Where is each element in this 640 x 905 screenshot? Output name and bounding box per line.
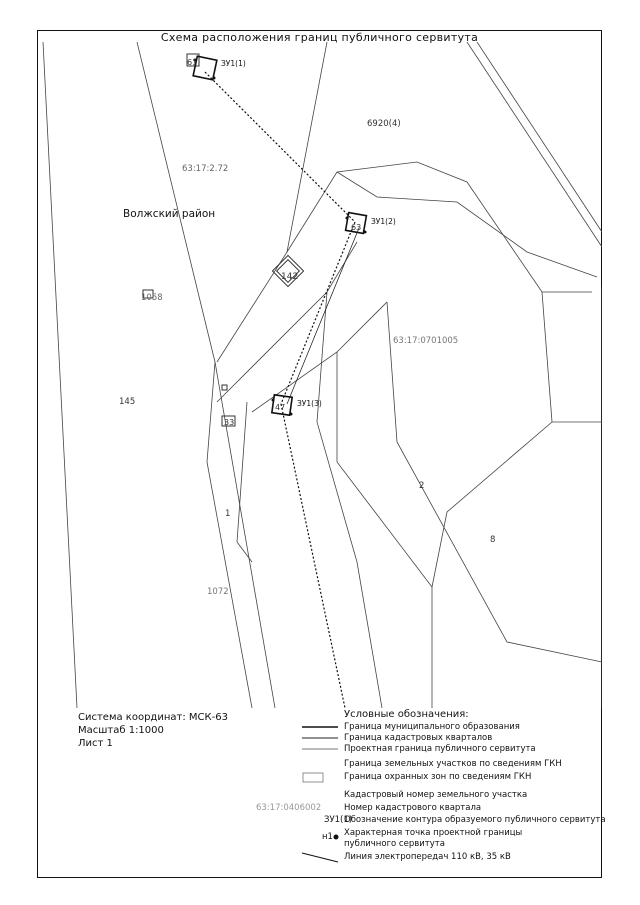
contour-label: ЗУ1(2)	[371, 217, 396, 226]
servitude-boundary-symbol	[300, 744, 340, 754]
contour-label: ЗУ1(1)	[221, 59, 246, 68]
boundary-point	[272, 399, 275, 402]
map-canvas[interactable]	[37, 42, 602, 708]
scale: Масштаб 1:1000	[78, 725, 164, 736]
legend-item-servitude-boundary: Проектная граница публичного сервитута	[300, 744, 340, 757]
coordinate-system: Система координат: МСК-63	[78, 712, 228, 723]
parcel-boundary-line	[237, 402, 252, 562]
quarter-number-sample: 63:17:0406002	[256, 803, 322, 813]
quarter-label: 63:17:2.72	[182, 164, 229, 174]
contour-sample: ЗУ1(1)	[324, 815, 353, 825]
legend-item-contour: ЗУ1(1) Обозначение контура образуемого публичного сервитута	[324, 815, 606, 825]
boundary-point-symbol	[332, 833, 340, 841]
boundary-point	[364, 231, 367, 234]
legend-item-quarter-number: 63:17:0406002 Номер кадастрового квартала	[256, 803, 482, 813]
legend-heading: Условные обозначения:	[344, 709, 469, 720]
parcel-label: 61	[187, 58, 198, 67]
legend: Условные обозначения: Граница муниципального образования Граница кадастровых кварталов Проектная граница публичного сервитута Граница земельных участков по сведениям ГКН Граница охранных зон по сведениям ГКН Кадастровый номер земельного участка 63:17:0406002 Номер кадастрового квартала ЗУ1(1) Обозначение контура образуемого публичного сервитута н1 Характерная точка проектной границы публичного сервитута Линия электропередач 110 кВ, 35 кВ	[300, 709, 600, 869]
map-title: Схема расположения границ публичного сервитута	[160, 31, 479, 44]
parcel-label: 142	[281, 272, 299, 282]
power-line-35kv	[281, 222, 355, 404]
municipal-boundary-symbol	[300, 722, 340, 732]
power-line-symbol	[300, 851, 340, 865]
parcel-label: 63	[351, 223, 362, 232]
legend-item-power-line: Линия электропередач 110 кВ, 35 кВ	[300, 851, 340, 868]
parcel-boundary-line	[252, 302, 387, 412]
parcel-label: 1072	[207, 587, 229, 597]
parcel-boundary-line	[467, 42, 602, 247]
parcel-label: 145	[119, 397, 136, 407]
parcel-marker	[222, 385, 227, 390]
parcel-label: 47	[275, 403, 286, 412]
boundary-point	[213, 77, 216, 80]
parcel-label: 1058	[141, 293, 163, 303]
power-line-110kv	[205, 72, 355, 222]
boundary-point-sample: н1	[322, 832, 333, 842]
quarter-label: 63:17:0701005	[393, 336, 459, 346]
quarter-boundary-line	[43, 42, 77, 708]
region-label: Волжский район	[123, 208, 216, 220]
quarter-boundary-line	[217, 42, 327, 362]
parcel-boundary-line	[337, 352, 432, 708]
parcel-boundary-line	[317, 292, 382, 708]
security-zone-symbol	[300, 772, 340, 784]
parcel-label: 2	[419, 481, 425, 491]
boundary-point	[290, 413, 293, 416]
parcel-label: 8	[490, 535, 496, 545]
map-svg	[37, 42, 602, 708]
parcel-boundary-line	[217, 242, 357, 402]
parcel-label: 6920(4)	[367, 119, 401, 129]
legend-item-quarter-boundary: Граница кадастровых кварталов	[300, 733, 340, 746]
power-line-35kv	[281, 404, 345, 708]
sheet-number: Лист 1	[78, 738, 113, 749]
power-line-thin	[287, 228, 359, 404]
parcel-boundary-line	[477, 42, 602, 232]
quarter-boundary-symbol	[300, 733, 340, 743]
contour-label: ЗУ1(3)	[297, 399, 322, 408]
map-info	[78, 711, 228, 750]
legend-item-security-zone: Граница охранных зон по сведениям ГКН	[300, 772, 340, 787]
parcel-label: 33	[224, 418, 235, 427]
legend-item-municipal-boundary: Граница муниципального образования	[300, 722, 340, 735]
boundary-point	[346, 217, 349, 220]
parcel-boundary-line	[287, 162, 592, 292]
quarter-boundary-line	[137, 42, 275, 708]
parcel-label: 1	[225, 509, 231, 519]
